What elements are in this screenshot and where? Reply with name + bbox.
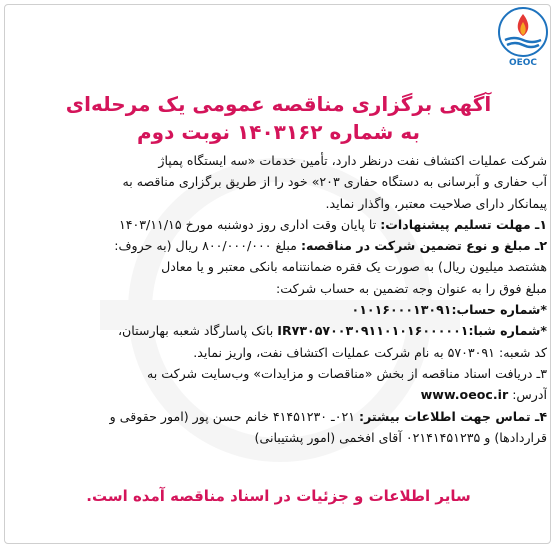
contact-item [12,406,547,427]
guarantee-line-3: مبلغ فوق را به عنوان وجه تضمین به حساب شرکت: [276,280,547,296]
notice-body [12,150,547,448]
oeoc-logo [495,6,551,68]
branch-code-line: کد شعبه: ۵۷۰۳۰۹۱ به نام شرکت عملیات اکتشاف نفت، واریز نماید. [193,344,547,360]
account-number [12,299,547,320]
intro-line-1: شرکت عملیات اکتشاف نفت درنظر دارد، تأمین خدمات «سه ایستگاه پمپاژ [158,153,547,168]
address-label: آدرس: [508,387,547,403]
sheba-number [12,320,547,341]
website-link[interactable]: www.oeoc.ir [420,387,509,403]
logo-text: OEOC [508,58,538,68]
deadline-label: ۱ـ مهلت تسلیم پیشنهادات: [380,216,547,232]
contact-line-1: ۰۲۱ـ ۴۱۴۵۱۲۳۰ خانم حسن پور (امور حقوقی و [109,408,360,424]
contact-line-2: قراردادها) و ۰۲۱۴۱۴۵۱۲۳۵ آقای افخمی (امور پشتیبانی) [254,429,547,445]
footer-note: سایر اطلاعات و جزئیات در اسناد مناقصه آمده است. [86,487,471,505]
guarantee-line-2: هشتصد میلیون ریال) به صورت یک فقره ضمانتنامه بانکی معتبر و یا معادل [161,259,547,275]
guarantee-label: ۲ـ مبلغ و نوع تضمین شرکت در مناقصه: [300,238,547,254]
account-label: *شماره حساب: [451,302,547,318]
deadline-item [12,214,547,235]
intro-line-2: آب حفاری و آبرسانی به دستگاه حفاری ۲۰۳» خود را از طریق برگزاری مناقصه به [122,174,547,190]
deadline-text: تا پایان وقت اداری روز دوشنبه مورخ ۱۴۰۳/۱۱/۱۵ [118,216,381,232]
notice-title: آگهی برگزاری مناقصه عمومی یک مرحله‌ای [65,92,492,116]
guarantee-item [12,235,547,256]
tender-number: به شماره ۱۴۰۳۱۶۲ نوبت دوم [137,120,420,144]
account-value: ۰۱۰۱۶۰۰۰۱۳۰۹۱ [351,302,452,318]
website-line [12,384,547,405]
guarantee-amount: مبلغ ۸۰۰/۰۰۰/۰۰۰ ریال (به حروف: [114,238,301,254]
sheba-label: *شماره شبا: [468,323,547,339]
documents-item: ۳ـ دریافت اسناد مناقصه از بخش «مناقصات و مزایدات» وب‌سایت شرکت به [146,365,547,381]
intro-line-3: پیمانکار دارای صلاحیت معتبر، واگذار نماید. [325,195,547,211]
sheba-value: IR۷۳۰۵۷۰۰۳۰۹۱۱۰۱۰۱۶۰۰۰۰۰۱ [277,323,469,339]
sheba-bank: بانک پاسارگاد شعبه بهارستان، [117,323,278,339]
contact-label: ۴ـ تماس جهت اطلاعات بیشتر: [359,408,547,424]
